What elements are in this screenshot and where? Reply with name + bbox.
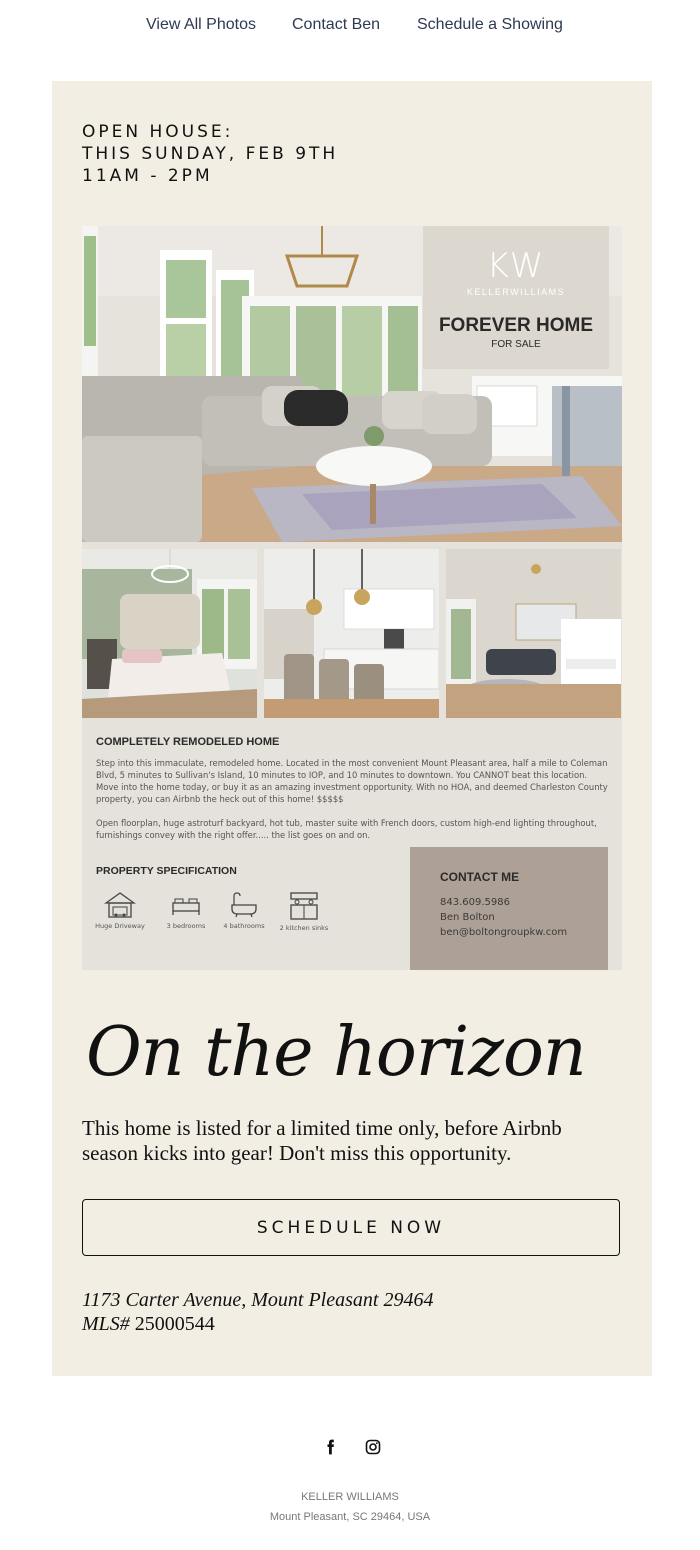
spec-label: Huge Driveway	[95, 922, 145, 930]
contact-email: ben@boltongroupkw.com	[440, 927, 568, 938]
mls-number: 25000544	[134, 1313, 215, 1335]
family-room-photo	[446, 549, 621, 718]
for-sale-label: FOR SALE	[491, 339, 541, 350]
contact-name: Ben Bolton	[440, 912, 495, 923]
bed-icon	[170, 891, 202, 919]
mls-label: MLS#	[82, 1313, 130, 1335]
contact-title: CONTACT ME	[440, 870, 520, 884]
property-spec-title: PROPERTY SPECIFICATION	[96, 865, 237, 877]
schedule-now-button[interactable]: SCHEDULE NOW	[82, 1199, 620, 1256]
bedroom-photo	[82, 549, 257, 718]
view-all-photos-link[interactable]: View All Photos	[146, 16, 256, 33]
spec-bedrooms	[154, 891, 218, 930]
living-room-photo	[82, 226, 622, 542]
garage-icon	[104, 891, 136, 919]
footer-location: Mount Pleasant, SC 29464, USA	[269, 1511, 431, 1523]
spec-bathrooms	[212, 891, 276, 930]
spec-driveway	[88, 891, 152, 930]
flyer-features: Open floorplan, huge astroturf backyard, hot tub, master suite with French doors, custom high-end lighting throughout, furnishings convey with the right offer..... the list goes on and on.	[96, 818, 597, 840]
bathtub-icon	[228, 891, 260, 919]
footer-company: KELLER WILLIAMS	[301, 1491, 399, 1503]
kitchen-photo	[264, 549, 439, 718]
contact-phone: 843.609.5986	[440, 897, 510, 908]
intro-text: This home is listed for a limited time only, before Airbnb season kicks into gear! Don't miss this opportunity.	[82, 1116, 562, 1165]
open-house-announcement	[82, 121, 338, 187]
property-flyer[interactable]	[82, 226, 622, 970]
forever-home-headline: FOREVER HOME	[438, 315, 594, 336]
contact-ben-link[interactable]: Contact Ben	[292, 16, 381, 33]
spec-kitchen-sinks	[272, 891, 336, 932]
listing-card	[52, 81, 652, 1376]
kw-logo: KW	[486, 246, 546, 286]
schedule-showing-link[interactable]: Schedule a Showing	[417, 16, 563, 33]
spec-label: 3 bedrooms	[166, 922, 206, 930]
kitchen-icon	[288, 891, 320, 921]
forever-home-badge	[423, 226, 609, 369]
flyer-description: Step into this immaculate, remodeled home. Located in the most convenient Mount Pleasant area, half a mile to Coleman Blvd, 5 minutes to Sullivan's Island, 10 minutes to IOP, and 10 minutes to downtown. You CANNOT beat this location. Move into the home today, or buy it as an amazing investment opportunity. With no HOA, and deemed Charleston County property, you can Airbnb the heck out of this home! $$$$$	[96, 758, 608, 804]
facebook-icon[interactable]	[323, 1439, 339, 1455]
mls-number-line	[82, 1312, 215, 1336]
top-navigation	[0, 0, 700, 50]
spec-label: 2 kitchen sinks	[279, 924, 329, 932]
section-heading: On the horizon	[86, 1013, 586, 1092]
flyer-section-title: COMPLETELY REMODELED HOME	[96, 736, 280, 748]
spec-label: 4 bathrooms	[223, 922, 265, 930]
contact-box	[410, 847, 608, 970]
open-house-date: THIS SUNDAY, FEB 9TH	[82, 144, 339, 164]
property-address: 1173 Carter Avenue, Mount Pleasant 29464	[82, 1289, 434, 1311]
open-house-label: OPEN HOUSE:	[82, 122, 234, 142]
instagram-icon[interactable]	[365, 1439, 381, 1455]
open-house-time: 11AM - 2PM	[82, 166, 213, 186]
keller-williams-wordmark: KELLERWILLIAMS	[466, 287, 566, 297]
